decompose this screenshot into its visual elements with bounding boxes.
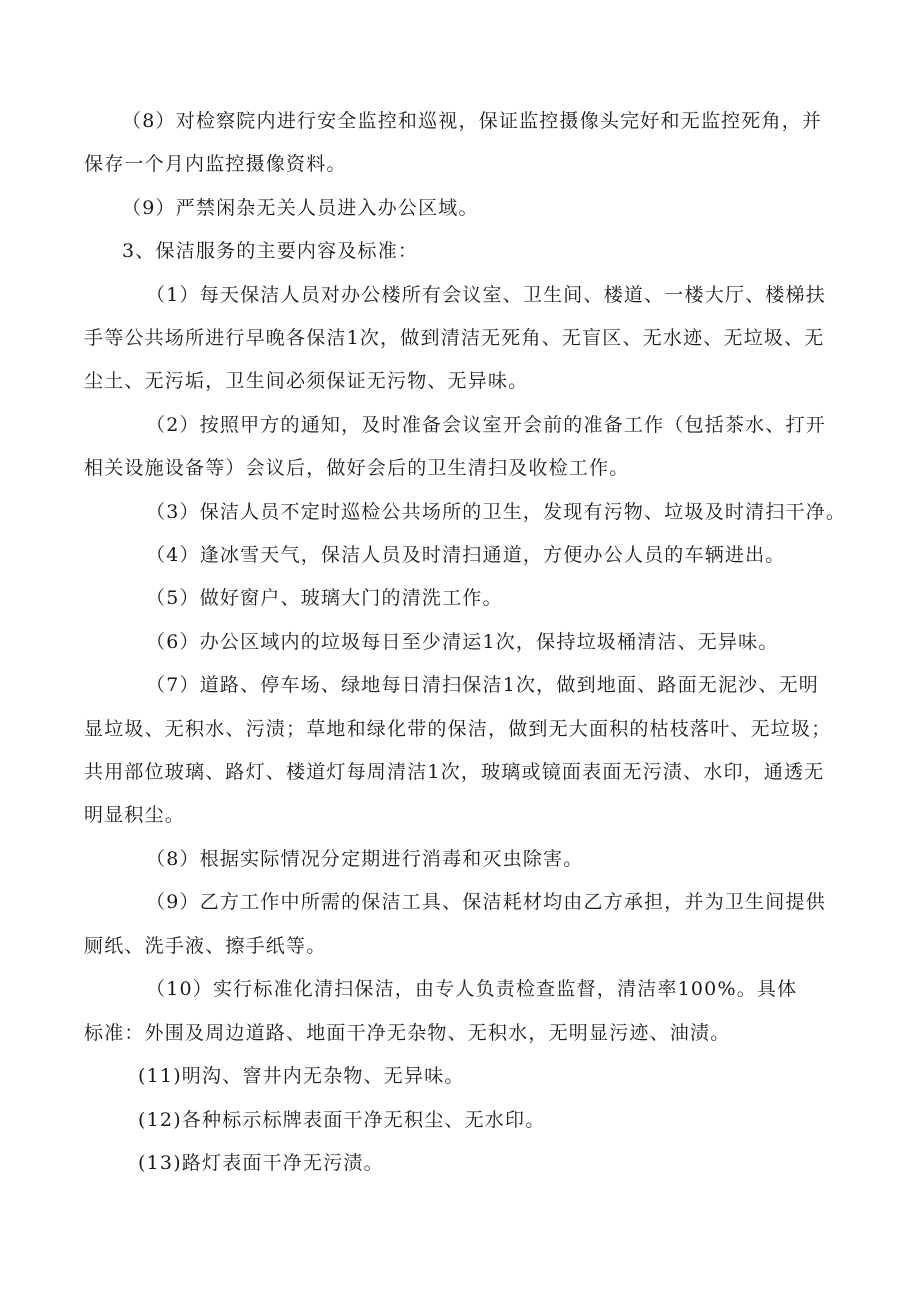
text-line: （8）根据实际情况分定期进行消毒和灭虫除害。 (146, 848, 584, 870)
text-line: (13)路灯表面干净无污渍。 (138, 1152, 384, 1174)
text-line: （9）严禁闲杂无关人员进入办公区域。 (122, 197, 479, 219)
text-line: （5）做好窗户、玻璃大门的清洗工作。 (146, 587, 503, 609)
text-line: 相关设施设备等）会议后，做好会后的卫生清扫及收检工作。 (84, 457, 630, 479)
text-line: 3、保洁服务的主要内容及标准： (122, 240, 419, 262)
text-line: （1）每天保洁人员对办公楼所有会议室、卫生间、楼道、一楼大厅、楼梯扶 (146, 284, 826, 306)
text-line: 显垃圾、无积水、污渍；草地和绿化带的保洁，做到无大面积的枯枝落叶、无垃圾； (84, 718, 832, 740)
text-line: （4）逢冰雪天气，保洁人员及时清扫通道，方便办公人员的车辆进出。 (146, 544, 786, 566)
text-line: 标准：外围及周边道路、地面干净无杂物、无积水，无明显污迹、油渍。 (84, 1022, 731, 1044)
text-line: （10）实行标准化清扫保洁，由专人负责检查监督，清洁率100%。具体 (146, 978, 798, 1000)
text-line: 厕纸、洗手液、擦手纸等。 (84, 935, 327, 957)
text-line: 尘土、无污垢，卫生间必须保证无污物、无异味。 (84, 370, 529, 392)
text-line: 手等公共场所进行早晚各保洁1次，做到清洁无死角、无盲区、无水迹、无垃圾、无 (84, 327, 825, 349)
text-line: （9）乙方工作中所需的保洁工具、保洁耗材均由乙方承担，并为卫生间提供 (146, 891, 826, 913)
text-line: （8）对检察院内进行安全监控和巡视，保证监控摄像头完好和无监控死角，并 (122, 110, 823, 132)
text-line: （2）按照甲方的通知，及时准备会议室开会前的准备工作（包括茶水、打开 (146, 414, 826, 436)
text-line: 保存一个月内监控摄像资料。 (84, 153, 347, 175)
text-line: (11)明沟、窨井内无杂物、无异味。 (138, 1065, 465, 1087)
text-line: （7）道路、停车场、绿地每日清扫保洁1次，做到地面、路面无泥沙、无明 (146, 674, 819, 696)
text-line: 明显积尘。 (84, 804, 186, 826)
text-line: （3）保洁人员不定时巡检公共场所的卫生，发现有污物、垃圾及时清扫干净。 (146, 501, 847, 523)
text-line: 共用部位玻璃、路灯、楼道灯每周清洁1次，玻璃或镜面表面无污渍、水印，通透无 (84, 761, 825, 783)
text-line: （6）办公区域内的垃圾每日至少清运1次，保持垃圾桶清洁、无异味。 (146, 631, 779, 653)
text-line: (12)各种标示标牌表面干净无积尘、无水印。 (138, 1109, 546, 1131)
